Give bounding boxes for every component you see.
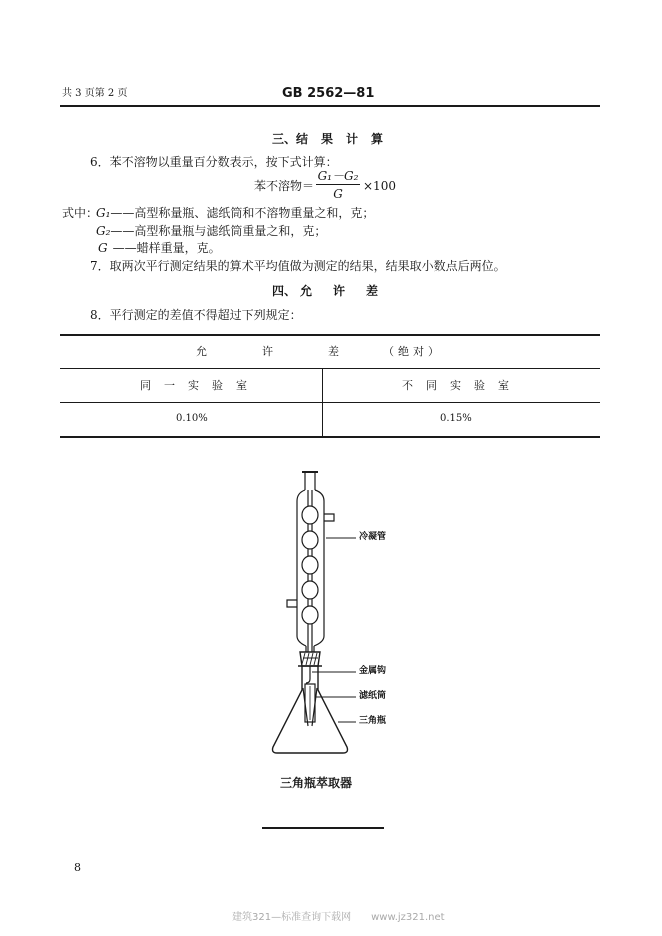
formula-lhs: 苯不溶物＝	[254, 179, 315, 193]
condenser	[287, 472, 334, 652]
section-3-heading	[272, 133, 396, 145]
section-4-heading	[272, 285, 399, 297]
extractor-apparatus-drawing	[250, 460, 410, 760]
definitions-prefix: 式中：	[62, 206, 99, 220]
definition-symbol: G	[98, 241, 108, 255]
footer-watermark: 建筑321—标准查询下载网 www.jz321.net	[232, 912, 445, 923]
definition-symbol: G₁	[96, 206, 111, 220]
definition-text: ——蜡样重量，克。	[112, 241, 221, 255]
end-rule	[262, 827, 384, 829]
section-4-title: 允许差	[300, 284, 400, 298]
value-different-lab: 0.15%	[440, 413, 472, 424]
section-3-title: 结果计算	[296, 132, 397, 146]
label-metal-hook: 金属钩	[359, 666, 387, 676]
condenser-bulbs	[302, 506, 318, 624]
standard-number: GB 2562—81	[282, 86, 375, 101]
definition-symbol: G₂	[96, 224, 111, 238]
label-leader-lines	[312, 538, 356, 722]
paragraph-8: 8．平行测定的差值不得超过下列规定：	[90, 308, 302, 322]
formula-numerator: G₁－G₂	[317, 169, 359, 183]
condenser-inlet-arm	[287, 600, 297, 607]
condenser-outlet-arm	[324, 514, 334, 521]
figure-caption: 三角瓶萃取器	[280, 776, 353, 790]
definition-g1	[96, 207, 374, 219]
filter-tube	[303, 684, 317, 726]
definition-g	[98, 242, 221, 254]
label-condenser: 冷凝管	[359, 532, 387, 542]
column-different-lab: 不同实验室	[402, 379, 522, 392]
column-same-lab: 同一实验室	[140, 379, 260, 392]
table-header-rule	[60, 368, 600, 369]
section-3-number: 三、	[272, 132, 297, 146]
formula-rhs: ×100	[363, 179, 396, 193]
table-header: 允许差	[196, 345, 394, 358]
metal-hook	[306, 666, 310, 683]
header-rule	[60, 105, 600, 107]
paragraph-7: 7．取两次平行测定结果的算术平均值做为测定的结果，结果取小数点后两位。	[90, 259, 506, 273]
page-info: 共 3 页第 2 页	[62, 88, 128, 99]
value-same-lab: 0.10%	[176, 413, 208, 424]
section-4-number: 四、	[272, 284, 297, 298]
table-top-rule	[60, 334, 600, 336]
definition-g2	[96, 225, 326, 237]
table-header-note: （绝对）	[383, 345, 443, 358]
ground-joint-stopper	[300, 652, 320, 666]
label-flask: 三角瓶	[359, 716, 387, 726]
fraction-bar	[316, 184, 360, 185]
definition-text: ——高型称量瓶、滤纸筒和不溶物重量之和，克；	[110, 206, 375, 220]
definition-text: ——高型称量瓶与滤纸筒重量之和，克；	[110, 224, 327, 238]
formula-denominator: G	[333, 187, 343, 201]
table-bottom-rule	[60, 436, 600, 438]
paragraph-6: 6．苯不溶物以重量百分数表示，按下式计算：	[90, 155, 338, 169]
label-filter-tube: 滤纸筒	[359, 691, 387, 701]
page-number: 8	[74, 861, 81, 874]
table-row-rule	[60, 402, 600, 403]
